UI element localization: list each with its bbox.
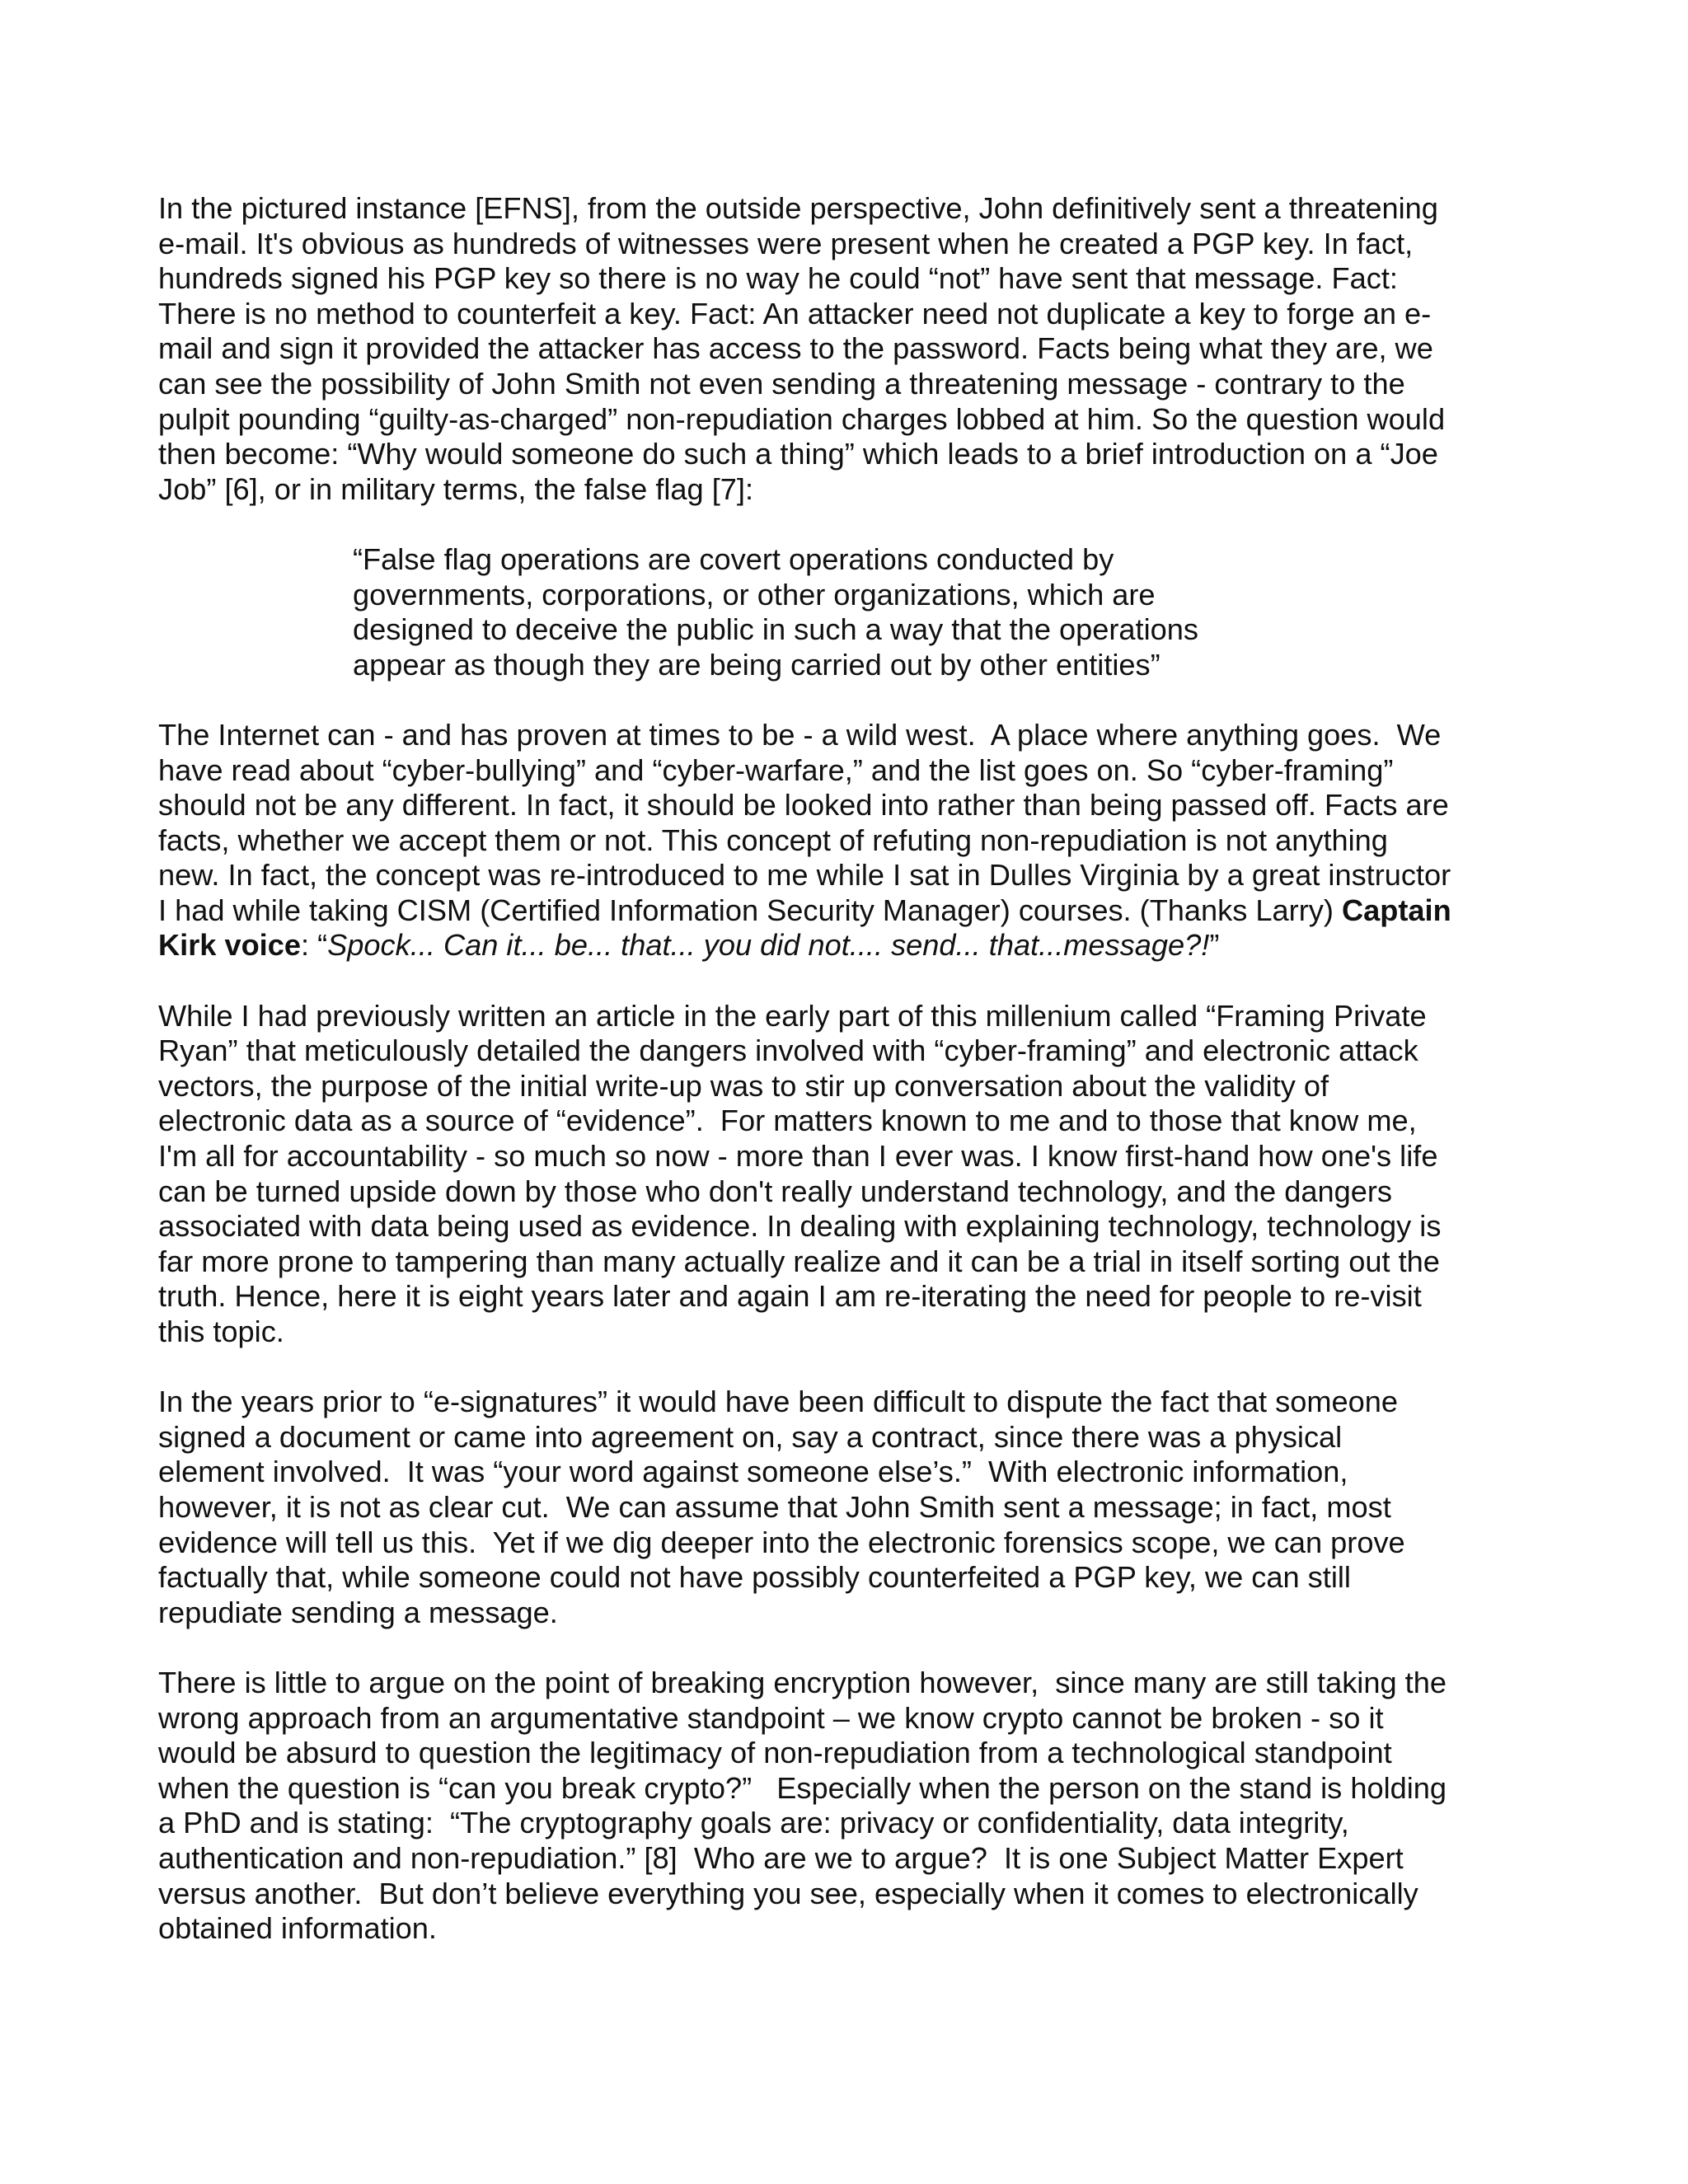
- text-line: obtained information.: [158, 1911, 437, 1946]
- text-line: new. In fact, the concept was re-introduced to me while I sat in Dulles Virginia by a great instructor: [158, 858, 1451, 893]
- block-quote: [353, 542, 1526, 682]
- text-line: While I had previously written an article in the early part of this millenium called “Framing Private: [158, 998, 1427, 1033]
- paragraph-e-signatures: [158, 1385, 1526, 1630]
- text-line: can be turned upside down by those who don't really understand technology, and the dangers: [158, 1174, 1392, 1208]
- text-span: I had while taking CISM (Certified Information Security Manager) courses. (Thanks Larry): [158, 893, 1342, 927]
- text-line: versus another. But don’t believe everything you see, especially when it comes to electronically: [158, 1876, 1418, 1910]
- text-line: There is no method to counterfeit a key. Fact: An attacker need not duplicate a key to forge an e-: [158, 296, 1432, 330]
- paragraph-encryption: [158, 1666, 1526, 1947]
- text-line: pulpit pounding “guilty-as-charged” non-repudiation charges lobbed at him. So the question would: [158, 401, 1446, 436]
- quote-line: appear as though they are being carried out by other entities”: [353, 647, 1160, 682]
- text-line: can see the possibility of John Smith not even sending a threatening message - contrary to the: [158, 366, 1405, 401]
- text-line: when the question is “can you break crypto?” Especially when the person on the stand is holding: [158, 1770, 1447, 1805]
- text-line: would be absurd to question the legitimacy of non-repudiation from a technological standpoint: [158, 1736, 1392, 1770]
- text-line: have read about “cyber-bullying” and “cyber-warfare,” and the list goes on. So “cyber-framing”: [158, 752, 1394, 787]
- text-line: The Internet can - and has proven at times to be - a wild west. A place where anything goes. We: [158, 717, 1442, 752]
- text-line: e-mail. It's obvious as hundreds of witnesses were present when he created a PGP key. In fact,: [158, 226, 1414, 260]
- text-line: repudiate sending a message.: [158, 1595, 558, 1629]
- text-line: should not be any different. In fact, it should be looked into rather than being passed off. Facts are: [158, 788, 1449, 823]
- quote-line: governments, corporations, or other organizations, which are: [353, 577, 1156, 612]
- text-line: a PhD and is stating: “The cryptography goals are: privacy or confidentiality, data integrity,: [158, 1806, 1349, 1840]
- text-line: this topic.: [158, 1315, 284, 1348]
- text-line: then become: “Why would someone do such a thing” which leads to a brief introduction on a “Joe: [158, 437, 1438, 471]
- text-line: mail and sign it provided the attacker has access to the password. Facts being what they are, we: [158, 331, 1433, 366]
- text-line: wrong approach from an argumentative standpoint – we know crypto cannot be broken - so it: [158, 1700, 1384, 1735]
- text-line: truth. Hence, here it is eight years later and again I am re-iterating the need for people to re-visit: [158, 1279, 1422, 1314]
- paragraph-internet: [158, 718, 1526, 963]
- bold-text: Kirk voice: [158, 928, 301, 963]
- quote-line: designed to deceive the public in such a way that the operations: [353, 612, 1198, 647]
- text-line: signed a document or came into agreement on, say a contract, since there was a physical: [158, 1419, 1343, 1454]
- text-line: hundreds signed his PGP key so there is no way he could “not” have sent that message. Fact:: [158, 261, 1398, 296]
- text-line: however, it is not as clear cut. We can assume that John Smith sent a message; in fact, most: [158, 1489, 1391, 1524]
- text-line: Job” [6], or in military terms, the false flag [7]:: [158, 471, 754, 506]
- paragraph-framing-private-ryan: [158, 999, 1526, 1350]
- quote-line: “False flag operations are covert operations conducted by: [353, 541, 1114, 576]
- text-line: [158, 893, 1526, 929]
- italic-quote: Spock... Can it... be... that... you did not.... send... that...message?!: [327, 928, 1210, 963]
- text-span: ”: [1209, 928, 1220, 963]
- document-page: [158, 191, 1526, 1981]
- text-line: element involved. It was “your word against someone else’s.” With electronic information,: [158, 1455, 1348, 1489]
- text-line: In the years prior to “e-signatures” it would have been difficult to dispute the fact that someone: [158, 1385, 1398, 1419]
- text-line: There is little to argue on the point of breaking encryption however, since many are still taking the: [158, 1665, 1447, 1699]
- text-line: authentication and non-repudiation.” [8] Who are we to argue? It is one Subject Matter Expert: [158, 1840, 1404, 1875]
- text-line: vectors, the purpose of the initial write-up was to stir up conversation about the validity of: [158, 1068, 1329, 1103]
- text-line: facts, whether we accept them or not. This concept of refuting non-repudiation is not anything: [158, 823, 1388, 857]
- text-line: far more prone to tampering than many actually realize and it can be a trial in itself sorting out the: [158, 1244, 1440, 1278]
- text-line: In the pictured instance [EFNS], from the outside perspective, John definitively sent a threatening: [158, 191, 1438, 225]
- text-line: electronic data as a source of “evidence”. For matters known to me and to those that know me,: [158, 1104, 1417, 1138]
- text-line: factually that, while someone could not have possibly counterfeited a PGP key, we can still: [158, 1560, 1351, 1595]
- text-line: [158, 928, 1526, 963]
- text-line: evidence will tell us this. Yet if we dig deeper into the electronic forensics scope, we can prove: [158, 1525, 1405, 1559]
- text-line: I'm all for accountability - so much so now - more than I ever was. I know first-hand how one's life: [158, 1139, 1438, 1174]
- text-span: : “: [301, 928, 328, 963]
- text-line: associated with data being used as evidence. In dealing with explaining technology, technology is: [158, 1209, 1442, 1244]
- text-line: Ryan” that meticulously detailed the dangers involved with “cyber-framing” and electronic attack: [158, 1033, 1418, 1068]
- bold-text: Captain: [1341, 893, 1451, 927]
- paragraph-intro: [158, 191, 1526, 507]
